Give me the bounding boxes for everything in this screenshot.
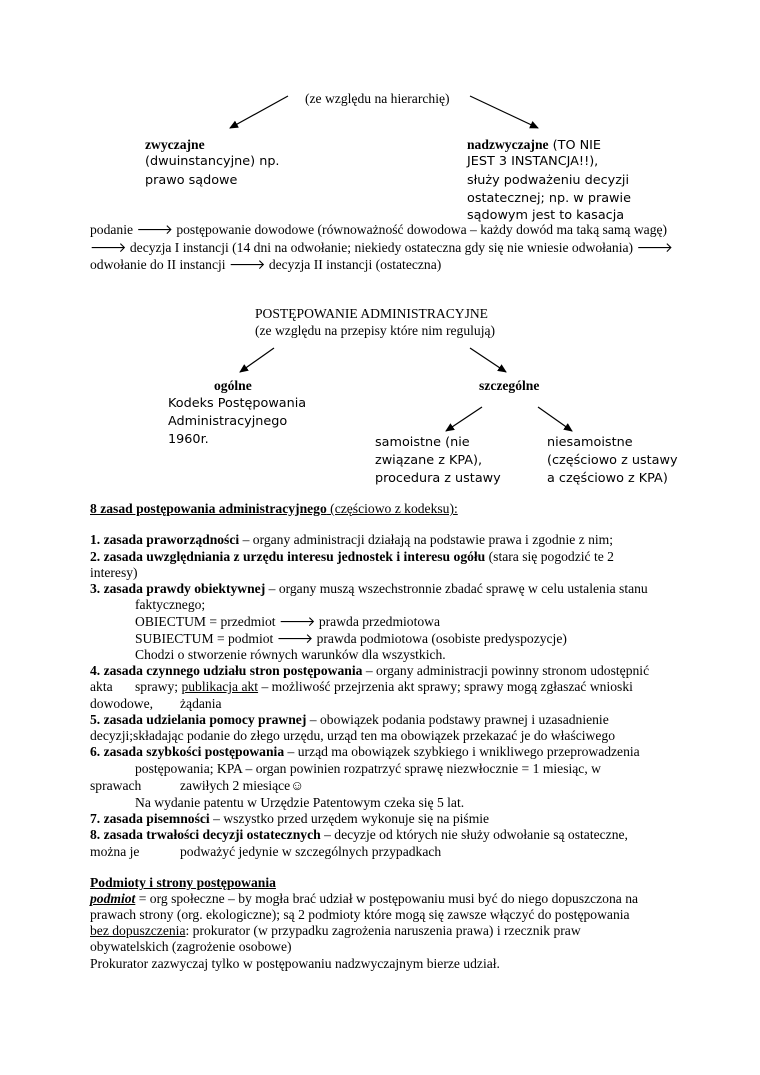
samoistne-line1: samoistne (nie [375, 435, 470, 450]
rule-4-cont1-text: – możliwość przejrzenia akt sprawy; sprawy mogą zgłaszać wnioski [258, 679, 633, 694]
rules-heading-rest: (częściowo z kodeksu): [326, 501, 458, 516]
subjects-p4: obywatelskich (zagrożenie osobowe) [90, 939, 292, 954]
rule-3-obiectum [135, 613, 440, 630]
flow-decyzja-i: decyzja I instancji (14 dni na odwołanie; niekiedy ostateczna gdy się nie wniesie odwołania) [129, 240, 634, 255]
flow-line3 [90, 256, 441, 273]
arrow-icon: 🡒 [636, 240, 673, 255]
subiectum-value: prawda podmiotowa (osobiste predyspozycje) [316, 631, 567, 646]
subiectum-label: SUBIECTUM = podmiot [135, 631, 274, 646]
nadzwyczajne-line4: sądowym jest to kasacja [467, 208, 625, 223]
hierarchy-note: (ze względu na hierarchię) [305, 91, 450, 106]
bez-dopuszczenia: bez dopuszczenia [90, 923, 186, 938]
nadzwyczajne-line2: służy podważeniu decyzji [467, 173, 630, 188]
rule-1 [90, 531, 613, 548]
rule-3-num: 3 [90, 581, 97, 596]
arrow-to-niesamoistne [538, 407, 572, 431]
rules-heading-title: 8 zasad postępowania administracyjnego [90, 501, 327, 516]
rule-8-title: 8. zasada trwałości decyzji ostatecznych [90, 827, 321, 842]
niesamoistne-line2: (częściowo z ustawy [547, 453, 678, 468]
rule-6-cont2a: sprawach [90, 778, 142, 793]
flow-podanie: podanie [90, 222, 134, 237]
zwyczajne-title: zwyczajne [145, 137, 205, 152]
szczegolne-title: szczególne [479, 378, 540, 393]
rule-8-text: – decyzje od których nie służy odwołanie są ostateczne, [320, 827, 628, 842]
rule-3-text: – organy muszą wszechstronnie zbadać sprawę w celu ustalenia stanu [265, 581, 648, 596]
niesamoistne-line1: niesamoistne [547, 435, 633, 450]
rule-8-cont1a: można je [90, 844, 140, 859]
rule-7-text: – wszystko przed urzędem wykonuje się na piśmie [209, 811, 490, 826]
rule-6-cont1: postępowania; KPA – organ powinien rozpatrzyć sprawę niezwłocznie = 1 miesiąc, w [135, 761, 601, 776]
flow-line2 [90, 239, 673, 256]
obiectum-label: OBIECTUM = przedmiot [135, 614, 276, 629]
subjects-p1-text: = org społeczne – by mogła brać udział w postępowaniu musi być do niego dopuszczona na [135, 891, 639, 906]
zwyczajne-line2: prawo sądowe [145, 173, 238, 188]
obiectum-value: prawda przedmiotowa [318, 614, 441, 629]
flow-odwolanie: odwołanie do II instancji [90, 257, 226, 272]
rule-5-text: – obowiązek podania podstawy prawnej i uzasadnienie [306, 712, 609, 727]
rule-6-cont2-text: zawiłych 2 miesiące [180, 778, 291, 793]
admin-subtitle: (ze względu na przepisy które nim regulują) [255, 323, 496, 338]
ogolne-line2: Administracyjnego [168, 414, 288, 429]
rule-4-sprawy: sprawy; [135, 679, 179, 694]
samoistne-line2: związane z KPA), [375, 453, 483, 468]
samoistne-line3: procedura z ustawy [375, 471, 501, 486]
ogolne-line1: Kodeks Postępowania [168, 396, 307, 411]
nadzwyczajne-title-rest: (TO NIE [548, 138, 602, 153]
subjects-p3-text: : prokurator (w przypadku zagrożenia naruszenia prawa) i rzecznik praw [185, 923, 581, 938]
rule-6-text: – urząd ma obowiązek szybkiego i wnikliwego przeprowadzenia [284, 744, 640, 759]
rule-3-subiectum [135, 630, 567, 647]
flow-line1 [90, 221, 667, 238]
rule-3-title: . zasada prawdy obiektywnej [96, 581, 266, 596]
rule-2-text: (stara się pogodzić te 2 [485, 549, 614, 564]
arrow-icon: 🡒 [278, 614, 316, 629]
arrow-to-szczegolne [470, 348, 506, 372]
admin-title: POSTĘPOWANIE ADMINISTRACYJNE [255, 306, 488, 321]
arrow-icon: 🡒 [90, 240, 127, 255]
nadzwyczajne-title: nadzwyczajne [467, 137, 549, 152]
rule-4 [90, 662, 649, 679]
arrow-to-nadzwyczajne [470, 96, 538, 128]
rule-4-cont1 [135, 678, 633, 695]
rule-2-title: . zasada uwzględniania z urzędu interesu jednostek i interesu ogółu [96, 549, 486, 564]
rule-3-note: Chodzi o stworzenie równych warunków dla wszystkich. [135, 647, 446, 662]
subjects-p2: prawach strony (org. ekologiczne); są 2 podmioty które mogą się zawsze włączyć do postępowania [90, 907, 630, 922]
rule-1-title: zasada praworządności [100, 532, 240, 547]
nadzwyczajne-line3: ostatecznej; np. w prawie [467, 191, 631, 206]
nadzwyczajne-line1: JEST 3 INSTANCJA!!), [467, 154, 599, 169]
subjects-heading: Podmioty i strony postępowania [90, 875, 276, 890]
rule-2 [90, 548, 614, 565]
arrow-icon: 🡒 [276, 631, 314, 646]
rule-7-num: 7 [90, 811, 97, 826]
rule-4-text: – organy administracji powinny stronom udostępnić [362, 663, 650, 678]
rule-7 [90, 810, 489, 827]
zwyczajne-line1: (dwuinstancyjne) np. [145, 154, 280, 169]
subjects-p5: Prokurator zazwyczaj tylko w postępowaniu nadzwyczajnym bierze udział. [90, 956, 500, 971]
rule-8-cont1b: podważyć jedynie w szczególnych przypadkach [180, 844, 442, 859]
arrow-to-samoistne [446, 407, 482, 431]
rule-6 [90, 743, 640, 760]
flow-decyzja-ii: decyzja II instancji (ostateczna) [268, 257, 442, 272]
subjects-p1 [90, 890, 638, 907]
rule-2-num: 2 [90, 549, 97, 564]
rule-5 [90, 711, 609, 728]
rule-1-text: – organy administracji działają na podstawie prawa i zgodnie z nim; [239, 532, 614, 547]
rule-4-num: 4 [90, 663, 97, 678]
rule-6-num: 6 [90, 744, 97, 759]
rule-6-note: Na wydanie patentu w Urzędzie Patentowym czeka się 5 lat. [135, 795, 465, 810]
niesamoistne-line3: a częściowo z KPA) [547, 471, 668, 486]
rule-8 [90, 826, 628, 843]
rule-3 [90, 580, 648, 597]
rule-2-cont: interesy) [90, 565, 138, 580]
rule-4-title: . zasada czynnego udziału stron postępowania [96, 663, 363, 678]
ogolne-title: ogólne [214, 378, 252, 393]
podmiot-term: podmiot [90, 891, 136, 906]
ogolne-line3: 1960r. [168, 432, 209, 447]
arrow-to-zwyczajne [230, 96, 288, 128]
smiley-icon: ☺ [290, 778, 305, 793]
subjects-p3 [90, 922, 581, 939]
rule-7-title: . zasada pisemności [96, 811, 210, 826]
rule-4-cont2a: dowodowe, [90, 696, 154, 711]
rule-6-title: . zasada szybkości postępowania [96, 744, 285, 759]
rule-6-cont2 [180, 777, 304, 794]
rule-4-cont2b: żądania [180, 696, 222, 711]
rules-heading [90, 500, 458, 517]
rule-5-cont: decyzji;składając podanie do złego urzędu, urząd ten ma obowiązek przekazać je do właściwego [90, 728, 616, 743]
nadzwyczajne-heading [467, 136, 601, 154]
rule-1-num: 1. [90, 532, 101, 547]
flow-postepowanie-dowodowe: postępowanie dowodowe (równoważność dowodowa – każdy dowód ma taką samą wagę) [176, 222, 668, 237]
arrow-icon: 🡒 [136, 222, 173, 237]
arrow-icon: 🡒 [228, 257, 266, 272]
rule-3-cont: faktycznego; [135, 597, 206, 612]
arrow-to-ogolne [240, 348, 274, 372]
rule-5-title: 5. zasada udzielania pomocy prawnej [90, 712, 307, 727]
rule-4-publikacja-akt: publikacja akt [181, 679, 259, 694]
rule-4-cont1a: akta [90, 679, 113, 694]
